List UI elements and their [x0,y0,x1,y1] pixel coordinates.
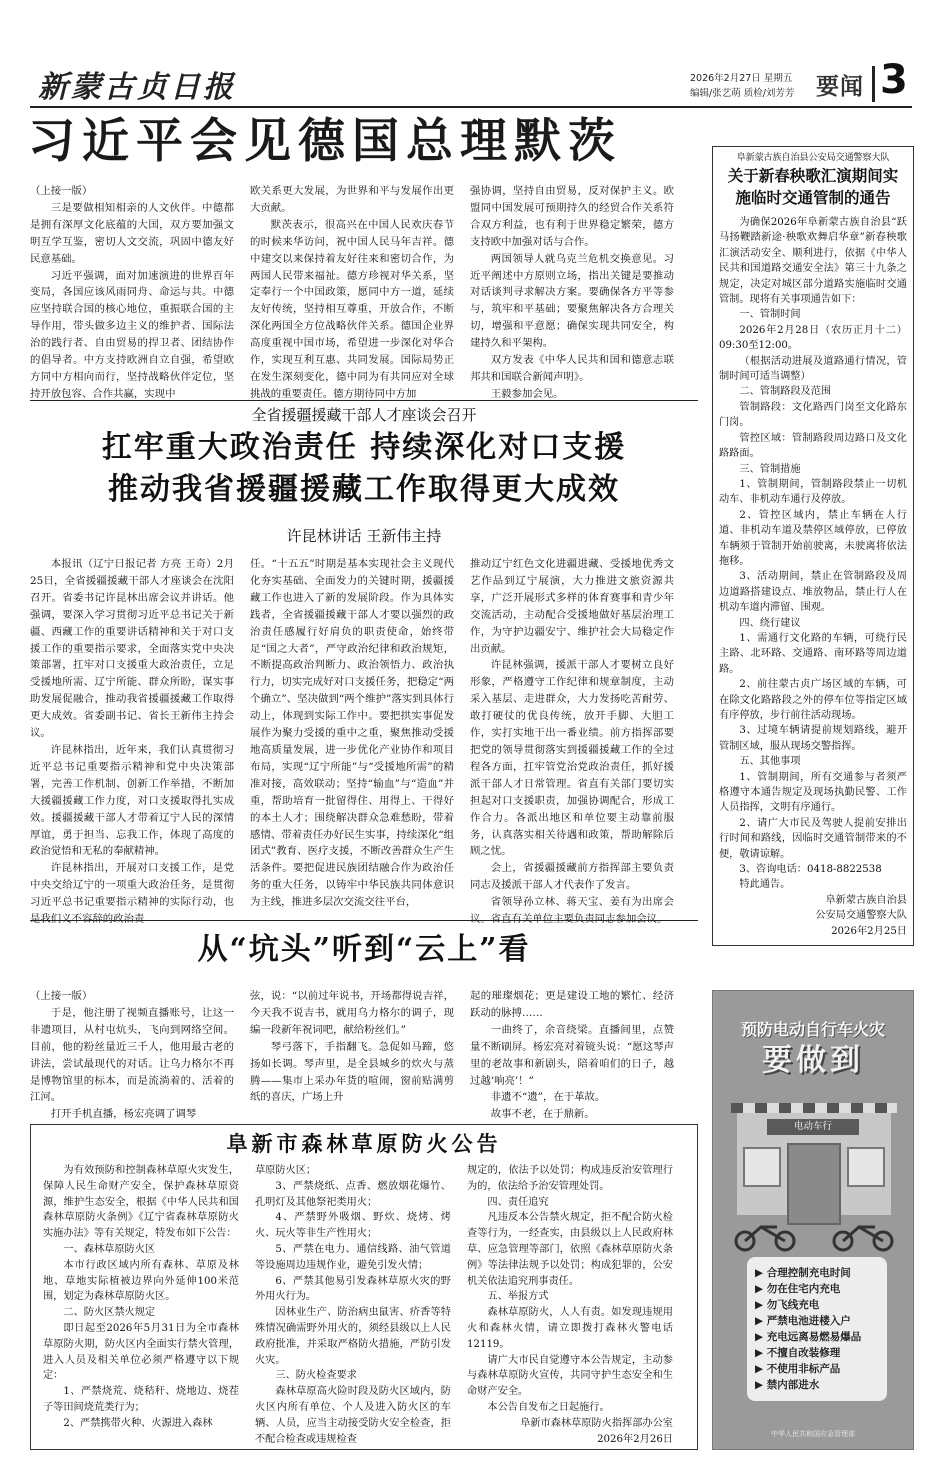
notice-issuer: 公安局交通警察大队 [815,910,907,922]
section-divider [30,920,698,921]
paper-logo: 新蒙古贞日报 [38,70,236,105]
editors-line: 编辑/张艺萌 质检/刘芳芳 [690,88,795,99]
paragraph: 1、管制期间，所有交通参与者须严格遵守本通告规定及现场执勤民警、工作人员指挥，文明有序通行。 [719,771,907,814]
section-divider [30,400,698,401]
traffic-notice-box [712,146,914,946]
paragraph: 许昆林强调，援派干部人才要树立良好形象，严格遵守工作纪律和规章制度，主动采入基层、走进群众，大力发扬吃苦耐劳、敢打硬仗的优良传统，放开手脚、大胆工作，实打实地干出一番业绩。前方指挥部要把党的领导贯彻落实到援疆援藏工作的全过程各方面，扛牢管党治党政治责任，抓好援派干部人才日常管理。省直有关部门要切实担起对口支援职责，加强协调配合，形成工作合力。各派出地区和单位要主动靠前服务，认真落实相关待遇和政策，帮助解除后顾之忧。 [470,659,674,858]
paragraph: 三是要做相知相亲的人文伙伴。中德都是拥有深厚文化底蕴的大国，双方要加强文明互学互鉴，密切人文交流，巩固中德友好民意基础。 [30,201,234,265]
paragraph: 非遗不“遗”，在于革故。 [490,1091,606,1104]
second-article-col-1 [30,556,234,928]
paragraph: 打开手机直播，杨宏亮调了调琴 [50,1108,197,1121]
paragraph: 3、咨询电话：0418-8822538 [739,864,882,876]
second-article-headline-1: 扛牢重大政治责任 持续深化对口支援 [101,430,627,465]
paragraph: 凡违反本公告禁火规定，拒不配合防火检查等行为，一经查实，由县级以上人民政府林草、应急管理等部门，依照《森林草原防火条例》等法律法规予以处罚；构成犯罪的，公安机关依法追究刑事责任。 [467,1212,673,1287]
paragraph: 习近平强调，面对加速演进的世界百年变局，各国应该风雨同舟、命运与共。中德应坚持联合国的核心地位，重振联合国的主导作用，带头做多边主义的维护者、国际法治的践行者、自由贸易的捍卫者、团结协作的倡导者。中方支持欧洲自立自强，希望欧方同中方相向而行，坚持战略伙伴定位，坚持开放包容、合作共赢，实现中 [30,269,234,400]
section-heading: 三、管制措施 [739,463,801,475]
ad-list-item: ▶ 不擅自改装修理 [755,1347,841,1359]
paragraph: 5、严禁在电力、通信线路、油气管道等设施周边违规作业，避免引发火情； [255,1243,451,1271]
paragraph: 2、管控区域内，禁止车辆在人行道、非机动车道及禁停区域停放，已停放车辆须于管制开始前驶离，未驶离将依法拖移。 [719,509,907,567]
second-article-subhead: 许昆林讲话 王新伟主持 [286,527,442,545]
notice-issuer-top: 阜新蒙古族自治县公安局交通警察大队 [736,152,890,163]
shop-illustration [737,1103,891,1215]
paragraph: 起的璀璨烟花；更是建设工地的繁忙、经济跃动的脉搏…… [470,990,674,1019]
paragraph: 两国领导人就乌克兰危机交换意见。习近平阐述中方原则立场，指出关键是要推动对话谈判寻求解决方案。要确保各方平等参与，筑牢和平基础；要聚焦解决各方合理关切，增强和平意愿；确保实现共同安全，构建持久和平架构。 [470,252,674,350]
paragraph: 草原防火区； [255,1165,317,1176]
section-heading: 二、管制路段及范围 [739,386,832,398]
paragraph: 许昆林指出，近年来，我们认真贯彻习近平总书记重要指示精神和党中央决策部署，完善工作机制、创新工作举措，不断加大援疆援藏工作力度，对口支援取得扎实成效。援疆援藏干部人才带着辽宁人民的深情厚谊，勇于担当、忘我工作，体现了高度的政治觉悟和无私的奉献精神。 [30,743,234,858]
main-article-col-2 [250,183,454,403]
paragraph: 6、严禁其他易引发森林草原火灾的野外用火行为。 [255,1275,451,1303]
shop-window [847,1147,885,1187]
ad-list-item: ▶ 严禁电池进楼入户 [755,1315,851,1327]
paragraph: 为确保2026年阜新蒙古族自治县“跃马扬鞭踏新途·秧歌欢舞启华章”新春秧歌汇演活动安全、顺利进行，依据《中华人民共和国道路交通安全法》第三十九条之规定，决定对城区部分道路实施临时交通管制。现将有关事项通告如下： [719,217,907,306]
paragraph: 3、过境车辆请提前规划路线，避开管制区域，服从现场交警指挥。 [719,725,907,752]
second-article-col-2 [250,556,454,911]
main-article-col-1 [30,183,234,403]
section-heading: 一、管制时间 [739,309,801,321]
shop-sign: 电动车行 [767,1119,859,1135]
fire-notice-col-1 [43,1163,239,1432]
section-heading: 四、责任追究 [487,1196,549,1208]
ad-big-text: 要做到 [762,1043,864,1078]
paragraph: 许昆林指出，开展对口支援工作，是党中央交给辽宁的一项重大政治任务，是贯彻习近平总书记重要指示精神的实际行动，也 [30,862,234,909]
paragraph: 管控区域：管制路段周边路口及文化路路面。 [719,432,907,460]
paragraph: 一曲终了，余音绕梁。直播间里，点赞量不断刷屏。杨宏亮对着镜头说：“愿这琴声里的老故事和新剧头，陪着咱们的日子，越过越‘响亮’！” [470,1023,674,1087]
fire-notice-box [30,1124,698,1450]
ad-list-item: ▶ 充电远离易燃易爆品 [755,1331,862,1343]
paragraph: 故事不老，在于鼎新。 [490,1108,595,1121]
section-title: 要闻 [816,74,864,100]
page-number: 3 [880,57,908,103]
paragraph: 1、需通行文化路的车辆，可绕行民主路、北环路、交通路、南环路等周边道路。 [719,632,907,675]
paragraph: 琴弓落下，手指翻飞。急促如马蹄，悠扬如长调。琴声里，是全县城乡的炊火与蒸腾——集市上采办年货的喧闹，窗前贴满剪纸的喜庆，广场上升 [250,1040,454,1104]
second-article-kicker: 全省援疆援藏干部人才座谈会召开 [251,406,477,424]
second-article-col-3 [470,556,674,928]
ad-list-item-label: 充电远离易燃易爆品 [766,1331,862,1343]
paragraph: （上接一版） [30,185,93,197]
main-headline: 习近平会见德国总理默茨 [28,114,622,169]
ad-list-item-label: 不擅自改装修理 [766,1347,841,1359]
paragraph: 4、严禁野外吸烟、野炊、烧烤、烤火、玩火等非生产性用火； [255,1212,451,1240]
shop-window [743,1147,781,1187]
paragraph: 会上，省援疆援藏前方指挥部主要负责同志及援派干部人才代表作了发言。 [470,862,674,892]
paragraph: 森林草原高火险时段及防火区域内，防火区内所有单位、个人及进入防火区的车辆、人员，应当主动接受防火安全检查，拒不配合检查或违规检查 [255,1386,451,1445]
paragraph: 2、严禁携带火种、火源进入森林 [63,1417,213,1429]
date-line: 2026年2月27日 星期五 [690,73,793,84]
masthead-divider [872,66,875,102]
paragraph: 本报讯（辽宁日报记者 方亮 王奇）2月25日，全省援疆援藏干部人才座谈会在沈阳召开。省委书记许昆林出席会议并讲话。他强调，要深入学习贯彻习近平总书记关于新疆、西藏工作的重要讲话精神和关于对口支援工作的重要指示要求，全面落实党中央决策部署，扛牢对口支援重大政治责任，立足受援地所需、辽宁所能、群众所盼，谋实事助发展促融合，推动我省援疆援藏工作取得更大成效。省委副书记、省长王新伟主持会议。 [30,558,234,740]
ad-list-item-label: 不使用非标产品 [766,1363,841,1375]
ad-list-item-label: 禁内部进水 [766,1379,820,1391]
paragraph: 2、请广大市民及驾驶人提前安排出行时间和路线，因临时交通管制带来的不便，敬请谅解。 [719,817,907,860]
ad-list-item: ▶ 不使用非标产品 [755,1363,841,1375]
ad-list-item-label: 合理控制充电时间 [766,1267,851,1279]
paragraph: 3、活动期间，禁止在管制路段及周边道路搭建设点、堆放物品，禁止行人在机动车道内滞留、围观。 [719,571,907,614]
paragraph: 3、严禁烧纸、点香、燃放烟花爆竹、孔明灯及其他祭祀类用火； [255,1180,451,1208]
section-heading: 二、防火区禁火规定 [63,1307,156,1319]
notice-body [719,215,907,939]
paragraph: 于是，他注册了视频直播账号，让这一非遗项目，从村屯炕头，飞向到网络空间。目前，他的粉丝量近三千人，他用最古老的讲法，尝试最现代的对话。让乌力格尔不再是博物馆里的标本，而是流淌着的、活着的江河。 [30,1006,234,1104]
ad-list-item-label: 勿在住宅内充电 [766,1283,841,1295]
paragraph: 规定的，依法予以处罚；构成违反治安管理行为的，依法给予治安管理处罚。 [467,1165,673,1192]
fire-notice-issuer: 阜新市森林草原防火指挥部办公室 [520,1417,673,1429]
fire-notice-date: 2026年2月26日 [597,1433,673,1445]
ad-list-item-label: 勿飞线充电 [766,1299,820,1311]
third-article-headline: 从“坑头”听到“云上”看 [197,932,531,967]
paragraph: 为有效预防和控制森林草原火灾发生，保障人民生命财产安全，保护森林草原资源，维护生态安全，根据《中华人民共和国森林草原防火条例》《辽宁省森林草原防火实施办法》等有关规定，特发布如下公告： [43,1165,239,1240]
ad-footer: 中华人民共和国应急管理部 [771,1430,855,1438]
paragraph: 欧关系更大发展，为世界和平与发展作出更大贡献。 [250,185,454,214]
paragraph: （根据活动进展及道路通行情况，管制时间可适当调整） [719,355,907,383]
ad-list-item: ▶ 禁内部进水 [755,1379,820,1391]
paragraph: 任。“十五五”时期是基本实现社会主义现代化夯实基础、全面发力的关键时期，援疆援藏工作也进入了新的发展阶段。作为具体实践者，全省援疆援藏干部人才要以强烈的政治责任感履行好肩负的职责使命，始终带足“国之大者”，严守政治纪律和政治规矩，不断提高政治判断力、政治领悟力、政治执行力，切实完成好对口支援任务，把稳定“两个确立”、坚决做到“两个维护”落实到具体行动上，体现到实际工作中。要把拱实事促发展作为聚力受援的重中之重，聚焦推动受援地高质量发展，进一步优化产业协作和项目布局，实现“辽宁所能”与“受援地所需”的精准对接，高效联动；坚持“输血”与“造血”并重，帮助培育一批留得住、用得上、干得好的本土人才；围绕解决群众急难愁盼，带着感情、带着责任办好民生实事，持续深化“组团式”教育、医疗支援，不断改善群众生产生活条件。要把促进民族团结融合作为政治任务的重大任务，以铸牢中华民族共同体意识为主线，推进多层次交流交往平台， [250,558,454,909]
paragraph: 本公告自发布之日起施行。 [487,1401,610,1413]
paragraph: 王毅参加会见。 [490,387,564,400]
notice-title-line-1: 关于新春秧歌汇演期间实 [727,166,899,185]
paragraph: 2、前往蒙古贞广场区域的车辆，可在除文化路路段之外的停车位等指定区域有序停放，步行前往活动现场。 [719,679,907,721]
paragraph: 请广大市民自觉遵守本公告规定，主动参与森林草原防火宣传，共同守护生态安全和生命财产安全。 [467,1354,673,1398]
paragraph: 弦，说：“以前过年说书，开场都得说吉祥，今天我不说吉书，就用乌力格尔的调子，现编一段新年祝词吧，献给粉丝们。” [250,990,454,1036]
paragraph: 默茨表示，很高兴在中国人民欢庆春节的时候来华访问，祝中国人民马年吉祥。德中建交以来保持着友好往来和密切合作，为两国人民带来福祉。德方珍视对华关系，坚定奉行一个中国政策，愿同中方一道，延续友好传统，坚持相互尊重，开放合作，不断深化两国全方位战略伙伴关系。德国企业界高度重视中国市场，希望进一步深化对华合作，实现互利互惠、共同发展。国际局势正在发生深刻变化，德中同为有共同应对全球挑战的重要责任。德方期待同中方加 [250,218,454,400]
section-heading: 五、其他事项 [739,756,801,768]
section-heading: 一、森林草原防火区 [63,1243,156,1255]
section-heading: 三、防火检查要求 [275,1370,357,1382]
paragraph: 2026年2月28日（农历正月十二）09:30至12:00。 [719,324,907,352]
paragraph: 强协调，坚持自由贸易，反对保护主义。欧盟同中国发展可预期持久的经贸合作关系符合双方利益，也有利于世界稳定繁荣，德方支持欧中加强对话与合作。 [470,185,674,248]
notice-issuer: 阜新蒙古族自治县 [825,894,907,906]
ad-list-item-label: 严禁电池进楼入户 [766,1315,851,1327]
ad-list-item: ▶ 勿飞线充电 [755,1299,820,1311]
paragraph: 1、严禁烧荒、烧秸秆、烧地边、烧茬子等田间烧荒类行为； [43,1386,239,1413]
paragraph: 因林业生产、防治病虫鼠害、疥香等特殊情况确需野外用火的，须经县级以上人民政府批准，并采取严格防火措施，严防引发火灾。 [255,1307,451,1366]
section-heading: 四、绕行建议 [739,617,801,629]
paragraph: 特此通告。 [739,879,791,891]
ad-top-text: 预防电动自行车火灾 [740,1020,885,1039]
notice-date: 2026年2月25日 [831,925,907,937]
fire-notice-col-3 [467,1163,673,1447]
paragraph: （上接一版） [30,990,93,1002]
section-heading: 五、举报方式 [487,1291,549,1303]
ad-list-item: ▶ 合理控制充电时间 [755,1267,851,1279]
ad-list-item: ▶ 勿在住宅内充电 [755,1283,841,1295]
third-article-col-1 [30,988,234,1123]
ebike-fire-ad [712,990,914,1450]
notice-title-line-2: 施临时交通管制的通告 [735,188,891,207]
shop-awning [731,1103,897,1113]
paragraph: 即日起至2026年5月31日为全市森林草原防火期，防火区内全面实行禁火管理，进入人员及相关单位必须严格遵守以下规定： [43,1322,239,1382]
paragraph: 推动辽宁红色文化进疆进藏、受援地优秀文艺作品到辽宁展演，大力推进文旅资源共享，广泛开展形式多样的体育赛事和青少年交流活动，主动配合受援地做好基层治理工作，为守护边疆安宁、维护社会大局稳定作出贡献。 [470,558,674,655]
paragraph: 本市行政区域内所有森林、草原及林地、草地实际植被边界向外延伸100米范围，划定为森林草原防火区。 [43,1259,239,1303]
fire-notice-title: 阜新市森林草原防火公告 [226,1131,502,1156]
paragraph: 管制路段：文化路西门岗至文化路东门岗。 [719,401,907,429]
paragraph: 森林草原防火，人人有责。如发现违规用火和森林火情，请立即拨打森林火警电话12119。 [467,1307,673,1350]
second-article-headline-2: 推动我省援疆援藏工作取得更大成效 [108,472,620,507]
main-article-col-3 [470,183,674,403]
third-article-col-2 [250,988,454,1106]
paragraph: 1、管制期间，管制路段禁止一切机动车、非机动车通行及停放。 [719,478,907,506]
fire-notice-col-2 [255,1163,451,1447]
ad-list [747,1257,887,1401]
paragraph: 省领导孙立林、蒋天宝、姜有为出席会 [490,896,674,909]
third-article-col-3 [470,988,674,1123]
ebike-illustration [723,1213,905,1253]
masthead-rule [30,106,912,108]
paragraph: 双方发表《中华人民共和国和德意志联邦共和国联合新闻声明》。 [470,354,674,383]
